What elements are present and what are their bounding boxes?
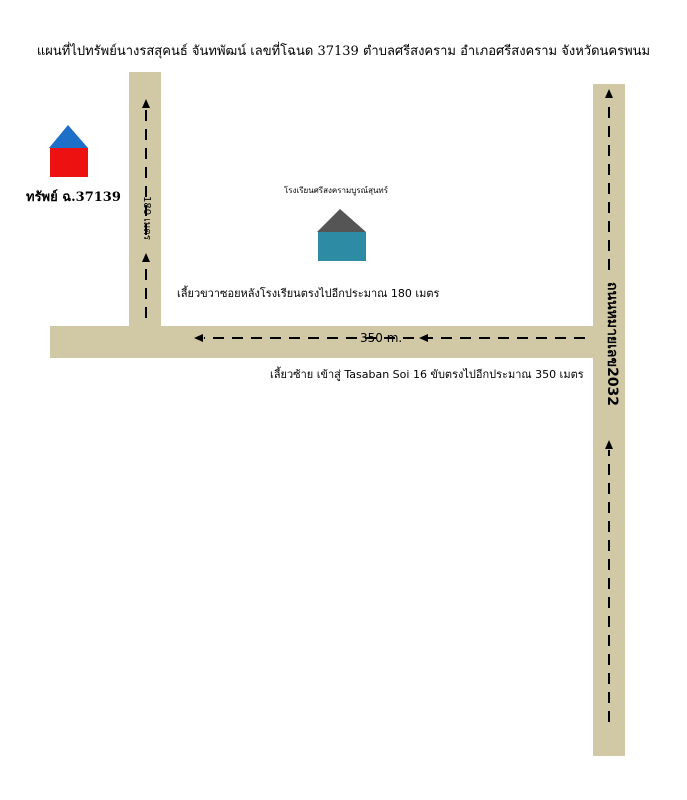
- school-marker-icon: [317, 209, 366, 261]
- school-label: โรงเรียนศรีสงครามบูรณ์สุนทร์: [284, 186, 388, 195]
- map-title: แผนที่ไปทรัพย์นางรสสุคนธ์ จันทพัฒน์ เลขที่โฉนด 37139 ตำบลศรีสงคราม อำเภอศรีสงคราม จังหวัดนครพนม: [36, 44, 651, 59]
- distance-label-180m: 180 เมตร: [141, 196, 152, 241]
- property-marker-icon: [49, 125, 88, 177]
- turn-left-instruction: เลี้ยวซ้าย เข้าสู่ Tasaban Soi 16 ขับตรงไปอีกประมาณ 350 เมตร: [270, 368, 584, 381]
- soi-road-horizontal: [50, 326, 624, 358]
- turn-right-instruction: เลี้ยวขวาซอยหลังโรงเรียนตรงไปอีกประมาณ 180 เมตร: [177, 287, 440, 300]
- distance-label-350m: 350 m.: [360, 331, 403, 345]
- main-road-label: ถนนหมายเลข2032: [604, 282, 620, 407]
- property-label: ทรัพย์ ฉ.37139: [26, 190, 121, 205]
